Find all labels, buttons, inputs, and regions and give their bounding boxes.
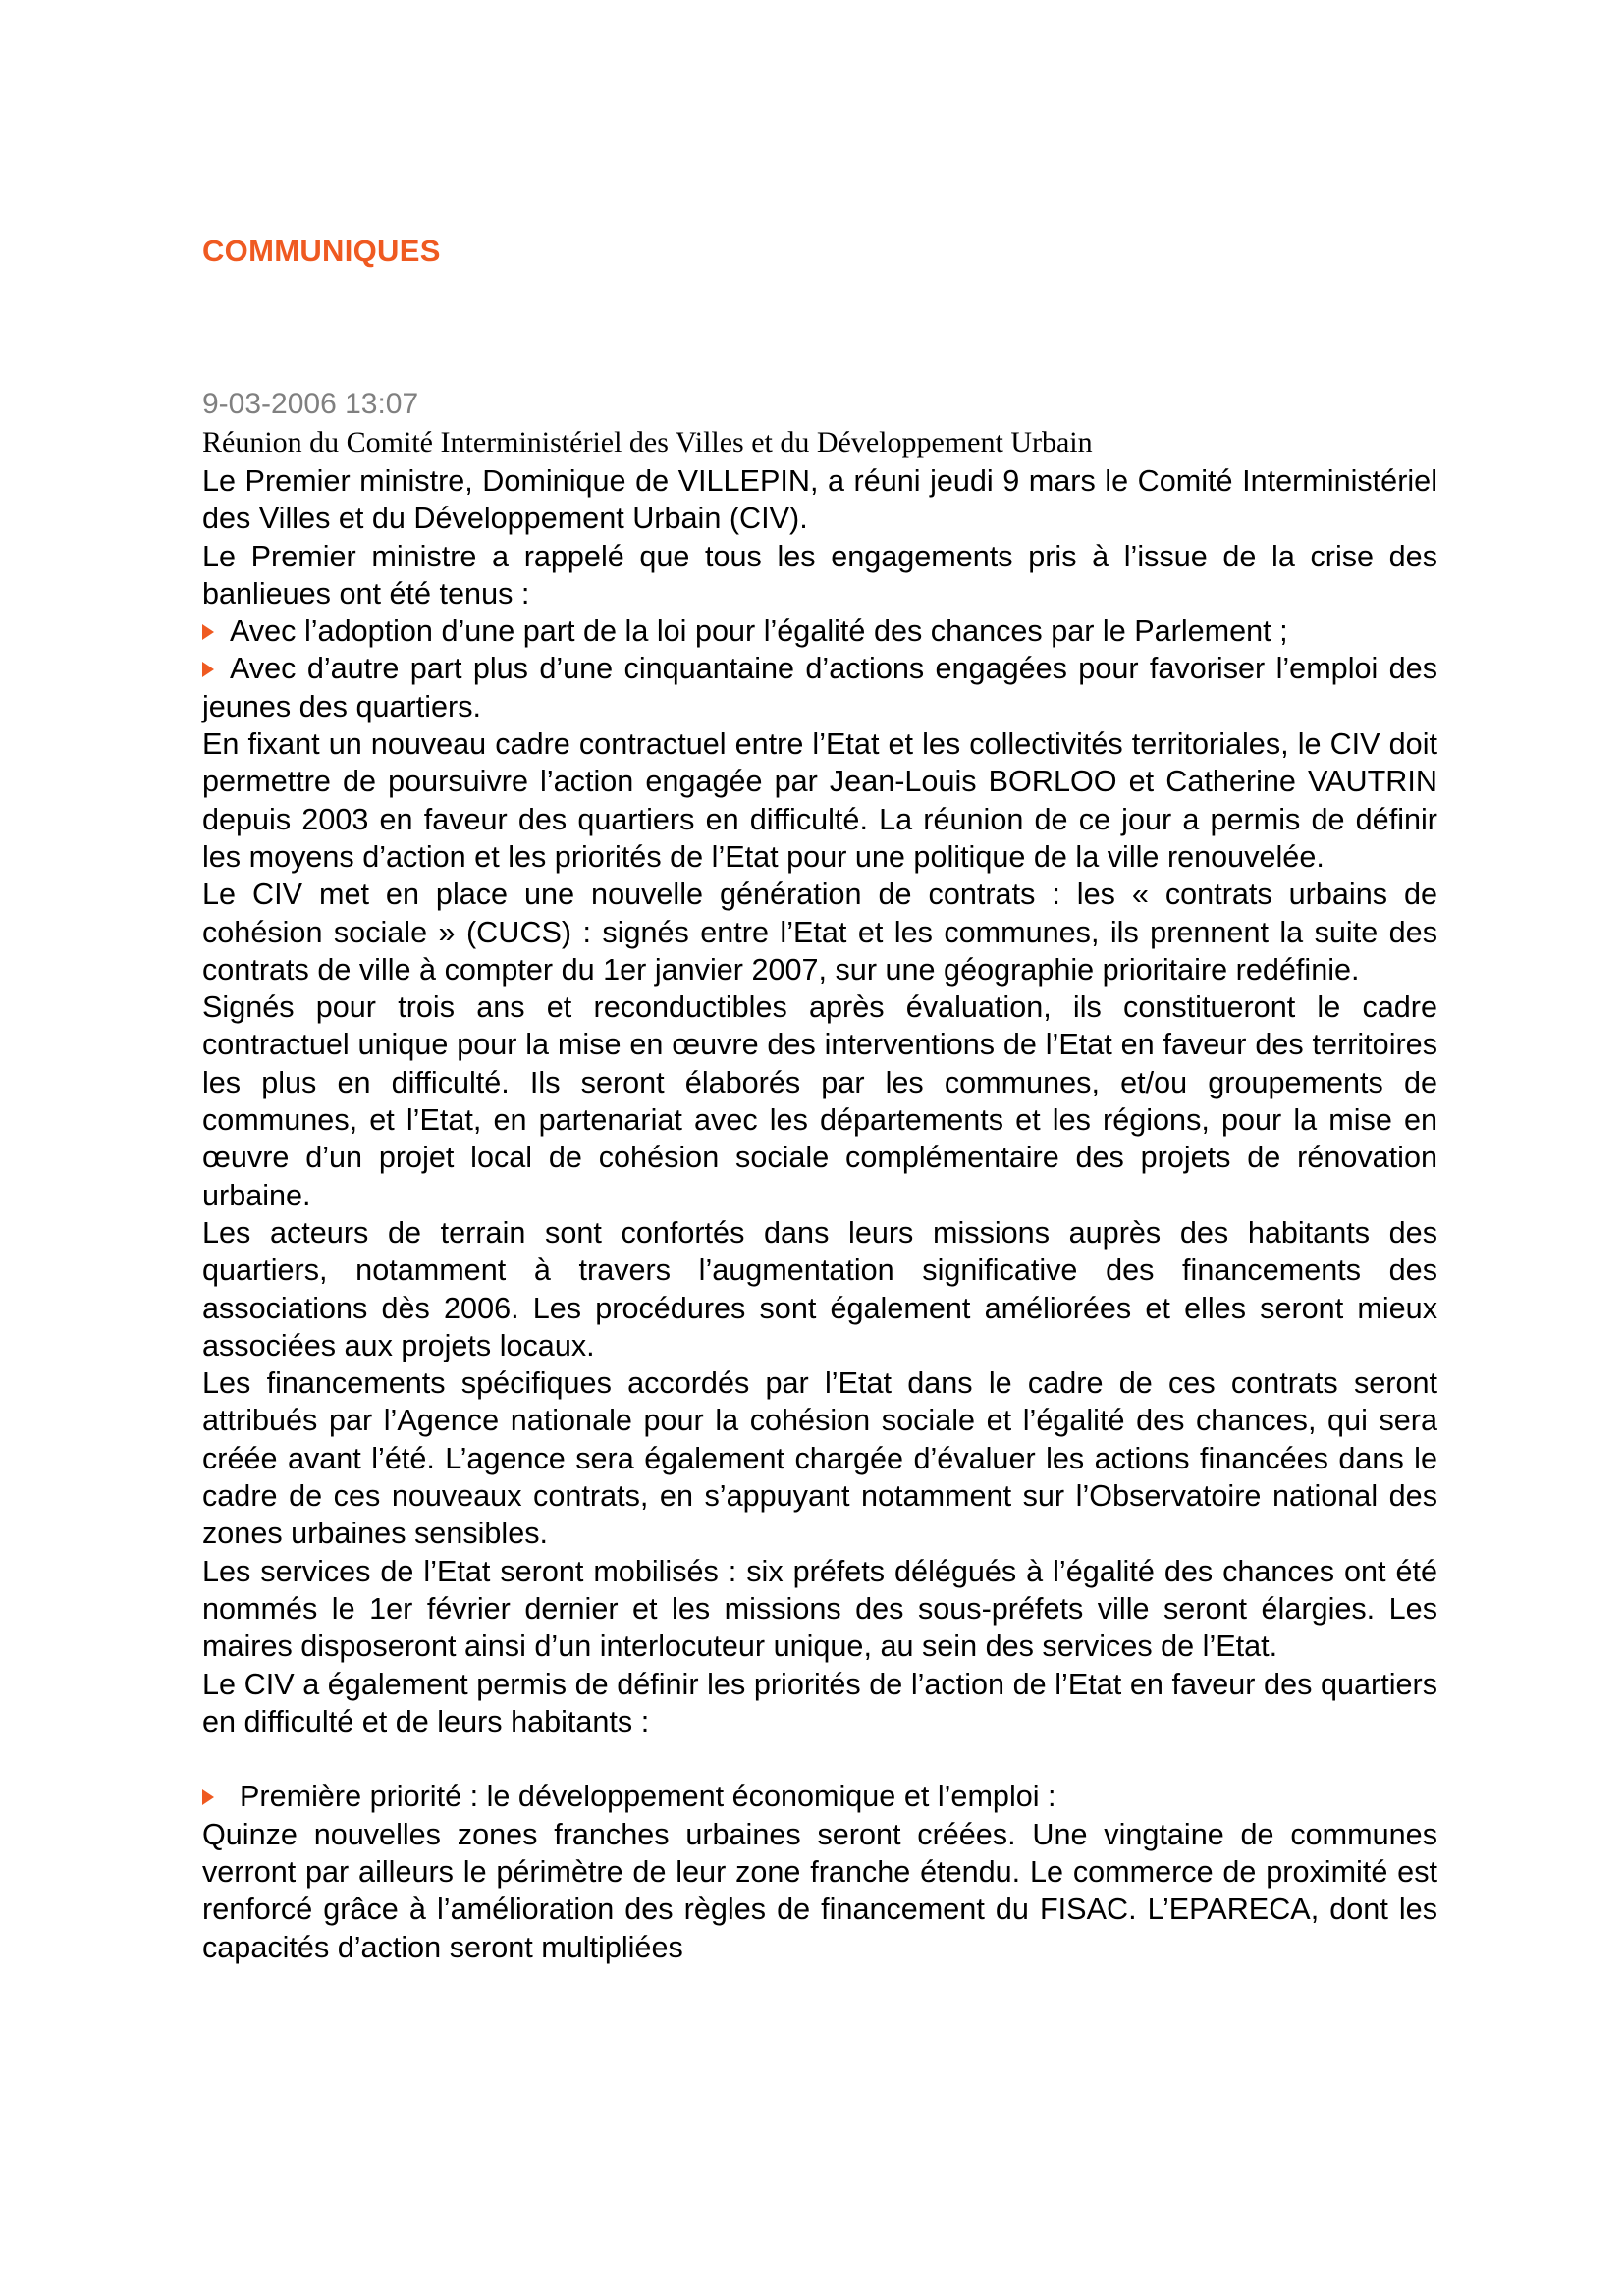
paragraph: Le Premier ministre, Dominique de VILLEPIN, a réuni jeudi 9 mars le Comité Interministériel des Villes et du Développement Urbain (CIV). xyxy=(202,464,1437,536)
page-heading: COMMUNIQUES xyxy=(202,234,441,268)
article-title: Réunion du Comité Interministériel des Villes et du Développement Urbain xyxy=(202,426,1093,458)
paragraph: Signés pour trois ans et reconductibles après évaluation, ils constitueront le cadre contractuel unique pour la mise en œuvre des interventions de l’Etat en faveur des territoires les plus en difficulté. Ils seront élaborés par les communes, et/ou groupements de communes, et l’Etat, en partenariat avec les départements et les régions, pour la mise en œuvre d’un projet local de cohésion sociale complémentaire des projets de rénovation urbaine. xyxy=(202,990,1437,1212)
paragraph: Les financements spécifiques accordés par l’Etat dans le cadre de ces contrats seront attribués par l’Agence nationale pour la cohésion sociale et l’égalité des chances, qui sera créée avant l’été. L’agence sera également chargée d’évaluer les actions financées dans le cadre de ces nouveaux contrats, en s’appuyant notamment sur l’Observatoire national des zones urbaines sensibles. xyxy=(202,1366,1437,1551)
bullet-text: Première priorité : le développement économique et l’emploi : xyxy=(240,1780,1056,1814)
paragraph: Les services de l’Etat seront mobilisés : six préfets délégués à l’égalité des chances ont été nommés le 1er février dernier et les missions des sous-préfets ville seront élargies. Les maires disposeront ainsi d’un interlocuteur unique, au sein des services de l’Etat. xyxy=(202,1554,1437,1664)
article-body xyxy=(202,462,1437,1966)
publication-date: 9-03-2006 13:07 xyxy=(202,388,419,420)
triangle-bullet-icon xyxy=(202,662,214,677)
paragraph: En fixant un nouveau cadre contractuel entre l’Etat et les collectivités territoriales, le CIV doit permettre de poursuivre l’action engagée par Jean-Louis BORLOO et Catherine VAUTRIN depuis 2003 en faveur des quartiers en difficulté. La réunion de ce jour a permis de définir les moyens d’action et les priorités de l’Etat pour une politique de la ville renouvelée. xyxy=(202,727,1437,874)
paragraph: Les acteurs de terrain sont confortés dans leurs missions auprès des habitants des quartiers, notamment à travers l’augmentation significative des financements des associations dès 2006. Les procédures sont également améliorées et elles seront mieux associées aux projets locaux. xyxy=(202,1215,1437,1362)
triangle-bullet-icon xyxy=(202,1789,214,1805)
paragraph: Le CIV a également permis de définir les priorités de l’action de l’Etat en faveur des quartiers en difficulté et de leurs habitants : xyxy=(202,1667,1437,1738)
paragraph: Le Premier ministre a rappelé que tous les engagements pris à l’issue de la crise des banlieues ont été tenus : xyxy=(202,539,1437,611)
paragraph: Le CIV met en place une nouvelle génération de contrats : les « contrats urbains de cohésion sociale » (CUCS) : signés entre l’Etat et les communes, ils prennent la suite des contrats de ville à compter du 1er janvier 2007, sur une géographie prioritaire redéfinie. xyxy=(202,878,1437,987)
bullet-text: Avec d’autre part plus d’une cinquantaine d’actions engagées pour favoriser l’emploi des jeunes des quartiers. xyxy=(202,652,1437,723)
bullet-item xyxy=(202,1778,1437,1815)
bullet-text: Avec l’adoption d’une part de la loi pour l’égalité des chances par le Parlement ; xyxy=(230,614,1288,649)
bullet-item xyxy=(202,613,1437,650)
paragraph: Quinze nouvelles zones franches urbaines seront créées. Une vingtaine de communes verront par ailleurs le périmètre de leur zone franche étendu. Le commerce de proximité est renforcé grâce à l’amélioration des règles de financement du FISAC. L’EPARECA, dont les capacités d’action seront multipliées xyxy=(202,1817,1437,1964)
spacer xyxy=(202,1740,1437,1778)
triangle-bullet-icon xyxy=(202,624,214,640)
bullet-item xyxy=(202,650,1437,725)
